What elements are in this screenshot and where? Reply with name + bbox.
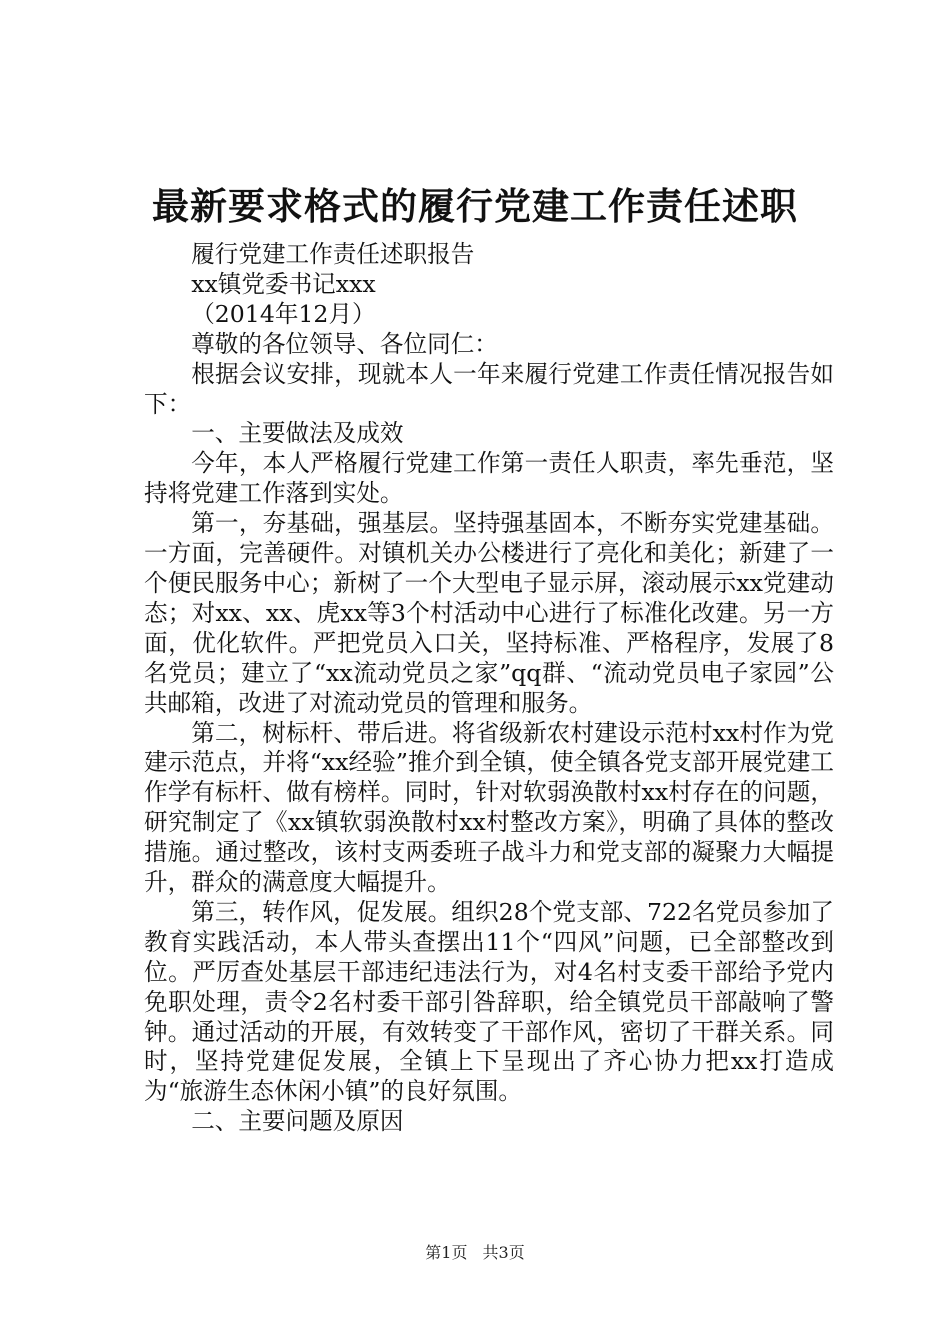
section-heading-1: 一、主要做法及成效	[191, 419, 404, 448]
page-footer	[0, 1241, 950, 1265]
body-paragraph: 第三，转作风，促发展。组织28个党支部、722名党员参加了教育实践活动，本人带头查摆出11个“四风”问题，已全部整改到位。严厉查处基层干部违纪违法行为，对4名村支委干部给予党内免职处理，责令2名村委干部引咎辞职，给全镇党员干部敲响了警钟。通过活动的开展，有效转变了干部作风，密切了干群关系。同时，坚持党建促发展，全镇上下呈现出了齐心协力把xx打造成为“旅游生态休闲小镇”的良好氛围。	[144, 897, 834, 1106]
page-total: 共3页	[482, 1243, 525, 1262]
salutation: 尊敬的各位领导、各位同仁：	[191, 329, 498, 358]
report-author: xx镇党委书记xxx	[191, 269, 376, 298]
document-title: 最新要求格式的履行党建工作责任述职	[152, 185, 798, 228]
body-paragraph: 第一，夯基础，强基层。坚持强基固本，不断夯实党建基础。一方面，完善硬件。对镇机关办公楼进行了亮化和美化；新建了一个便民服务中心；新树了一个大型电子显示屏，滚动展示xx党建动态；对xx、xx、虎xx等3个村活动中心进行了标准化改建。另一方面，优化软件。严把党员入口关，坚持标准、严格程序，发展了8名党员；建立了“xx流动党员之家”qq群、“流动党员电子家园”公共邮箱，改进了对流动党员的管理和服务。	[144, 509, 834, 717]
intro-paragraph: 根据会议安排，现就本人一年来履行党建工作责任情况报告如下：	[144, 359, 834, 418]
body-paragraph: 第二，树标杆、带后进。将省级新农村建设示范村xx村作为党建示范点，并将“xx经验”推介到全镇，使全镇各党支部开展党建工作学有标杆、做有榜样。同时，针对软弱涣散村xx村存在的问题，研究制定了《xx镇软弱涣散村xx村整改方案》，明确了具体的整改措施。通过整改，该村支两委班子战斗力和党支部的凝聚力大幅提升，群众的满意度大幅提升。	[144, 718, 834, 897]
report-subtitle: 履行党建工作责任述职报告	[191, 240, 475, 268]
document-body	[144, 240, 834, 1137]
body-paragraph: 今年，本人严格履行党建工作第一责任人职责，率先垂范，坚持将党建工作落到实处。	[144, 449, 834, 508]
section-heading-2: 二、主要问题及原因	[191, 1107, 404, 1136]
report-date: （2014年12月）	[191, 299, 376, 328]
page-number: 第1页	[425, 1243, 468, 1262]
